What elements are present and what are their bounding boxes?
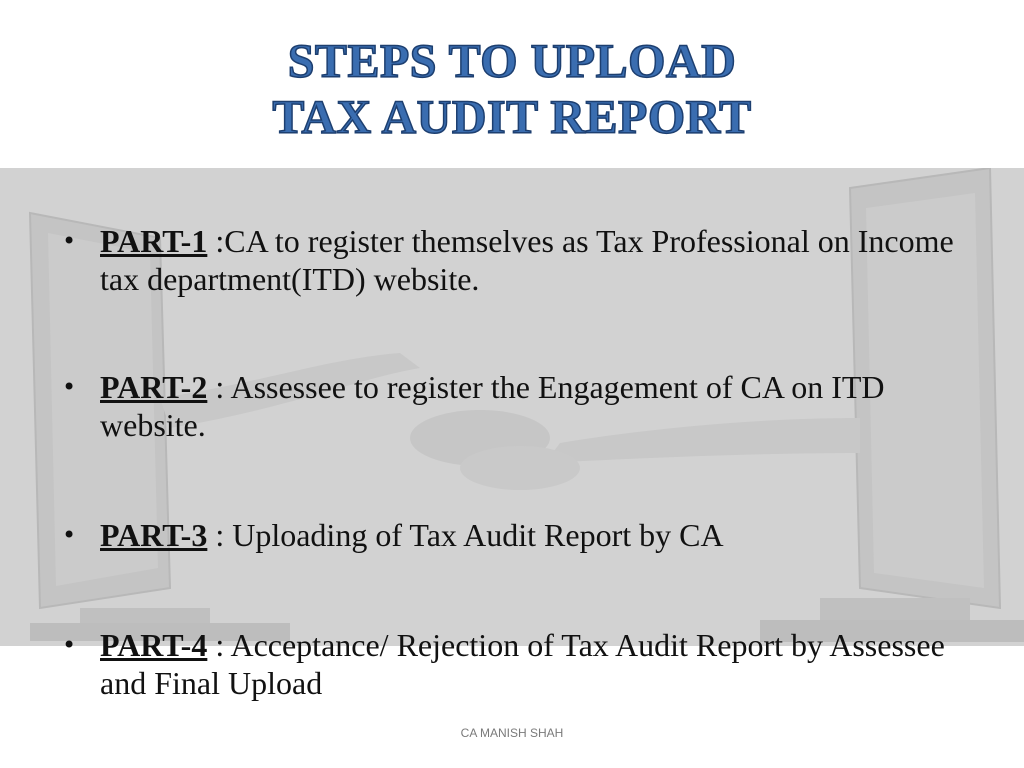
part-description: :CA to register themselves as Tax Professional on Income tax department(ITD) website. bbox=[100, 223, 954, 297]
bullet-icon: • bbox=[62, 631, 77, 659]
bullet-list bbox=[62, 222, 982, 702]
part-description: : Acceptance/ Rejection of Tax Audit Report by Assessee and Final Upload bbox=[100, 627, 945, 701]
list-item bbox=[62, 368, 982, 444]
title-line-2: TAX AUDIT REPORT bbox=[272, 91, 752, 144]
list-item bbox=[62, 222, 982, 298]
footer-author: CA MANISH SHAH bbox=[460, 726, 564, 740]
bullet-icon: • bbox=[62, 227, 77, 255]
part-description: : Assessee to register the Engagement of CA on ITD website. bbox=[100, 369, 885, 443]
part-label: PART-4 bbox=[100, 627, 208, 663]
slide-title bbox=[0, 34, 1024, 146]
title-line-1: STEPS TO UPLOAD bbox=[287, 35, 737, 88]
bullet-icon: • bbox=[62, 521, 77, 549]
bullet-icon: • bbox=[62, 373, 77, 401]
part-label: PART-1 bbox=[100, 223, 208, 259]
part-label: PART-3 bbox=[100, 517, 208, 553]
part-label: PART-2 bbox=[100, 369, 208, 405]
list-item bbox=[62, 626, 982, 702]
part-description: : Uploading of Tax Audit Report by CA bbox=[207, 517, 724, 553]
list-item bbox=[62, 516, 982, 554]
